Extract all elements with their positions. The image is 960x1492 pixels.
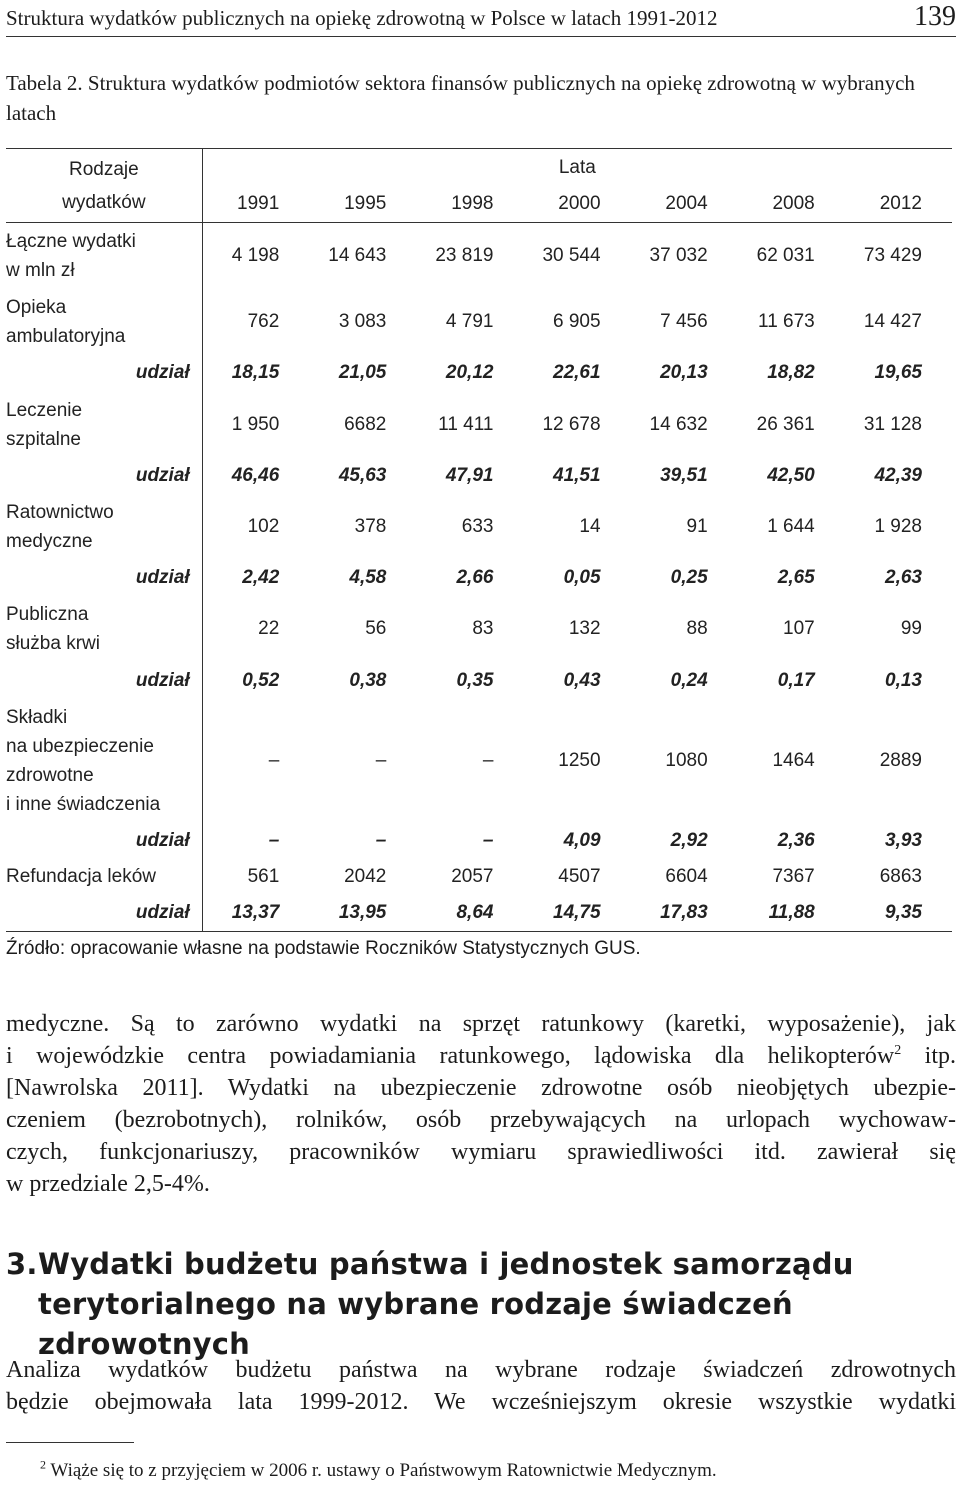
- paragraph-line: Analiza wydatków budżetu państwa na wybrane rodzaje świadczeń zdrowotnych: [6, 1357, 956, 1383]
- paragraph-line-tail: itp.: [901, 1043, 956, 1069]
- row-label-line: Refundacja leków: [6, 866, 156, 887]
- share-cell: –: [482, 829, 494, 851]
- row-label-line: Opieka: [6, 297, 67, 318]
- value-cell: 2057: [451, 865, 494, 887]
- table-row: [6, 594, 952, 664]
- paragraph-line: [Nawrolska 2011]. Wydatki na ubezpieczenie zdrowotne osób nieobjętych ubezpie-: [6, 1075, 956, 1101]
- row-label-line: służba krwi: [6, 632, 100, 654]
- table-row: [6, 698, 952, 824]
- section-title-line-1: Wydatki budżetu państwa i jednostek samorządu: [38, 1247, 854, 1281]
- paragraph-line-text: i wojewódzkie centra powiadamiania ratunkowego, lądowiska dla helikopterów: [6, 1043, 895, 1069]
- value-cell: 37 032: [631, 223, 738, 289]
- value-cell: 561: [202, 858, 309, 896]
- share-cell: 0,17: [777, 669, 815, 691]
- share-cell: 0,13: [885, 669, 922, 691]
- table-row: [6, 223, 952, 289]
- share-cell: 19,65: [874, 361, 922, 383]
- share-cell: 45,63: [338, 464, 387, 486]
- year-header-1995: 1995: [344, 193, 387, 215]
- row-label-line: zdrowotne: [6, 764, 94, 786]
- footnote-reference[interactable]: 2: [894, 1043, 902, 1058]
- row-label-line: Ratownictwo: [6, 501, 114, 523]
- share-row: [6, 824, 952, 858]
- share-cell: 2,42: [202, 562, 309, 594]
- share-label: udział: [135, 464, 190, 486]
- row-label: [6, 492, 202, 562]
- share-row: [6, 896, 952, 932]
- share-cell: 0,52: [202, 664, 309, 698]
- share-cell: 8,64: [416, 896, 523, 932]
- paragraph-line: medyczne. Są to zarówno wydatki na sprzęt ratunkowy (karetki, wyposażenie), jak: [6, 1011, 956, 1037]
- share-cell: 22,61: [553, 361, 601, 383]
- share-cell: 42,50: [767, 464, 815, 486]
- share-cell: 2,36: [777, 829, 815, 851]
- value-cell: 6863: [879, 865, 922, 887]
- year-header-1991: 1991: [202, 187, 309, 223]
- table-caption: [6, 68, 956, 128]
- share-cell: 39,51: [660, 464, 708, 486]
- value-cell: 4507: [558, 865, 601, 887]
- share-label: udział: [135, 669, 190, 691]
- value-cell: 2889: [879, 749, 922, 771]
- share-cell: 2,65: [777, 566, 815, 588]
- row-label-line: medyczne: [6, 530, 93, 552]
- value-cell: 132: [568, 617, 601, 639]
- share-label: udział: [6, 896, 202, 932]
- share-label: udział: [135, 566, 190, 588]
- row-label: [6, 858, 202, 896]
- share-cell: 46,46: [202, 460, 309, 492]
- value-cell: 6 905: [553, 311, 601, 332]
- value-cell: 1 928: [874, 515, 922, 537]
- share-cell: 18,15: [202, 356, 309, 390]
- share-cell: –: [202, 824, 309, 858]
- value-cell: 22: [202, 594, 309, 664]
- year-header-2012: 2012: [879, 193, 922, 215]
- share-row: [6, 356, 952, 390]
- row-label-line: Publiczna: [6, 603, 89, 625]
- share-cell: 2,66: [456, 566, 494, 588]
- share-cell: 21,05: [338, 361, 387, 383]
- share-cell: –: [375, 829, 387, 851]
- row-label-line: Łączne wydatki: [6, 230, 136, 252]
- row-label: [6, 698, 202, 824]
- share-cell: 13,37: [202, 896, 309, 932]
- table-row: [6, 492, 952, 562]
- value-cell: 23 819: [416, 223, 523, 289]
- footnote: [40, 1457, 717, 1482]
- value-cell: 11 411: [438, 413, 494, 435]
- footnote-text: Wiąże się to z przyjęciem w 2006 r. ustawy o Państwowym Ratownictwie Medycznym.: [50, 1460, 717, 1481]
- value-cell: 3 083: [338, 311, 387, 332]
- year-header-1998: 1998: [451, 193, 494, 215]
- expenditure-table: [6, 148, 952, 932]
- running-title: Struktura wydatków publicznych na opiekę zdrowotną w Polsce w latach 1991-2012: [6, 6, 718, 30]
- year-header-2004: 2004: [665, 193, 708, 215]
- value-cell: 26 361: [756, 413, 815, 435]
- table-header-row-1: [6, 149, 952, 187]
- row-label: [6, 390, 202, 460]
- paragraph-line: będzie obejmowała lata 1999-2012. We wcześniejszym okresie wszystkie wydatki: [6, 1389, 956, 1415]
- row-label-line: Leczenie: [6, 399, 83, 421]
- value-cell: 2042: [344, 865, 387, 887]
- share-cell: 20,12: [445, 361, 494, 383]
- share-cell: 0,35: [456, 669, 494, 691]
- value-cell: 1250: [558, 749, 601, 771]
- value-cell: 102: [202, 492, 309, 562]
- value-cell: –: [482, 749, 494, 771]
- share-row: [6, 664, 952, 698]
- share-cell: 17,83: [631, 896, 738, 932]
- share-label: udział: [135, 361, 190, 383]
- value-cell: 14: [579, 515, 601, 537]
- row-label-line: na ubezpieczenie: [6, 735, 154, 757]
- section-heading: [6, 1244, 956, 1364]
- paragraph-analysis: [6, 1354, 956, 1418]
- share-label: udział: [135, 829, 190, 851]
- paragraph-line: czeniem (bezrobotnych), rolników, osób przebywających na urlopach wychowaw-: [6, 1107, 956, 1133]
- share-cell: 3,93: [885, 829, 922, 851]
- row-label-line: w mln zł: [6, 259, 75, 281]
- section-number: 3.: [6, 1247, 38, 1281]
- paragraph-line: czych, funkcjonariuszy, pracowników wymiaru sprawiedliwości itd. zawierał się: [6, 1139, 956, 1165]
- value-cell: 14 643: [309, 223, 416, 289]
- header-category-line-2: wydatków: [62, 191, 146, 213]
- paragraph-medical-rescue: [6, 1008, 956, 1200]
- share-cell: 47,91: [445, 464, 494, 486]
- share-cell: 2,92: [670, 829, 708, 851]
- header-category-line-1: Rodzaje: [68, 158, 139, 180]
- value-cell: 56: [365, 617, 387, 639]
- value-cell: 11 673: [758, 311, 815, 332]
- share-cell: 0,43: [563, 669, 601, 691]
- value-cell: 4 791: [445, 311, 494, 332]
- table-row: [6, 289, 952, 356]
- table-source-note: Źródło: opracowanie własne na podstawie Roczników Statystycznych GUS.: [6, 938, 641, 959]
- header-years-group: Lata: [202, 149, 952, 187]
- share-cell: 41,51: [553, 464, 601, 486]
- value-cell: 88: [686, 617, 708, 639]
- share-cell: 13,95: [309, 896, 416, 932]
- caption-label: Tabela 2.: [6, 71, 83, 95]
- value-cell: 1080: [665, 749, 708, 771]
- value-cell: –: [202, 698, 309, 824]
- value-cell: 633: [461, 515, 494, 537]
- row-label: [6, 594, 202, 664]
- value-cell: 762: [202, 289, 309, 356]
- value-cell: 6604: [665, 865, 708, 887]
- value-cell: 1464: [772, 749, 815, 771]
- value-cell: 91: [686, 515, 708, 537]
- table-row: [6, 390, 952, 460]
- value-cell: 12 678: [542, 413, 601, 435]
- value-cell: 7 456: [660, 311, 708, 332]
- share-cell: 4,09: [563, 829, 601, 851]
- year-header-2008: 2008: [772, 193, 815, 215]
- running-header: [6, 0, 956, 37]
- share-cell: 20,13: [660, 361, 708, 383]
- value-cell: 6682: [344, 413, 387, 435]
- share-cell: 9,35: [845, 896, 952, 932]
- row-label-line: i inne świadczenia: [6, 793, 161, 815]
- value-cell: 99: [900, 617, 922, 639]
- value-cell: 1 950: [202, 390, 309, 460]
- page-number: 139: [914, 1, 956, 32]
- share-cell: 14,75: [523, 896, 630, 932]
- footnote-number: 2: [40, 1457, 46, 1472]
- row-label: [6, 289, 202, 356]
- section-title-line-2: terytorialnego na wybrane rodzaje świadczeń zdrowotnych: [38, 1287, 793, 1361]
- header-category-cell: [6, 149, 202, 223]
- row-label-line: szpitalne: [6, 428, 81, 450]
- value-cell: 7367: [772, 865, 815, 887]
- value-cell: 107: [783, 617, 815, 639]
- share-cell: 18,82: [767, 361, 815, 383]
- value-cell: 14 632: [649, 413, 708, 435]
- value-cell: 378: [354, 515, 387, 537]
- share-cell: 4,58: [349, 566, 387, 588]
- share-cell: 0,38: [349, 669, 387, 691]
- share-cell: 0,05: [563, 566, 601, 588]
- value-cell: 83: [472, 617, 494, 639]
- row-label: [6, 223, 202, 289]
- footnote-separator: [6, 1442, 134, 1443]
- value-cell: 4 198: [202, 223, 309, 289]
- value-cell: 73 429: [845, 223, 952, 289]
- share-row: [6, 562, 952, 594]
- row-label-line: ambulatoryjna: [6, 326, 126, 347]
- share-cell: 42,39: [874, 464, 922, 486]
- table-row: [6, 858, 952, 896]
- value-cell: –: [375, 749, 387, 771]
- share-cell: 11,88: [738, 896, 845, 932]
- year-header-2000: 2000: [558, 193, 601, 215]
- share-cell: 0,25: [670, 566, 708, 588]
- share-cell: 0,24: [670, 669, 708, 691]
- value-cell: 62 031: [738, 223, 845, 289]
- share-cell: 2,63: [885, 566, 922, 588]
- value-cell: 1 644: [767, 515, 815, 537]
- value-cell: 30 544: [523, 223, 630, 289]
- caption-text: Struktura wydatków podmiotów sektora finansów publicznych na opiekę zdrowotną w wybranych latach: [6, 71, 915, 125]
- row-label-line: Składki: [6, 706, 68, 728]
- value-cell: 14 427: [863, 311, 922, 332]
- value-cell: 31 128: [863, 413, 922, 435]
- paragraph-line: w przedziale 2,5-4%.: [6, 1171, 210, 1197]
- share-row: [6, 460, 952, 492]
- paragraph-line: [6, 1040, 956, 1072]
